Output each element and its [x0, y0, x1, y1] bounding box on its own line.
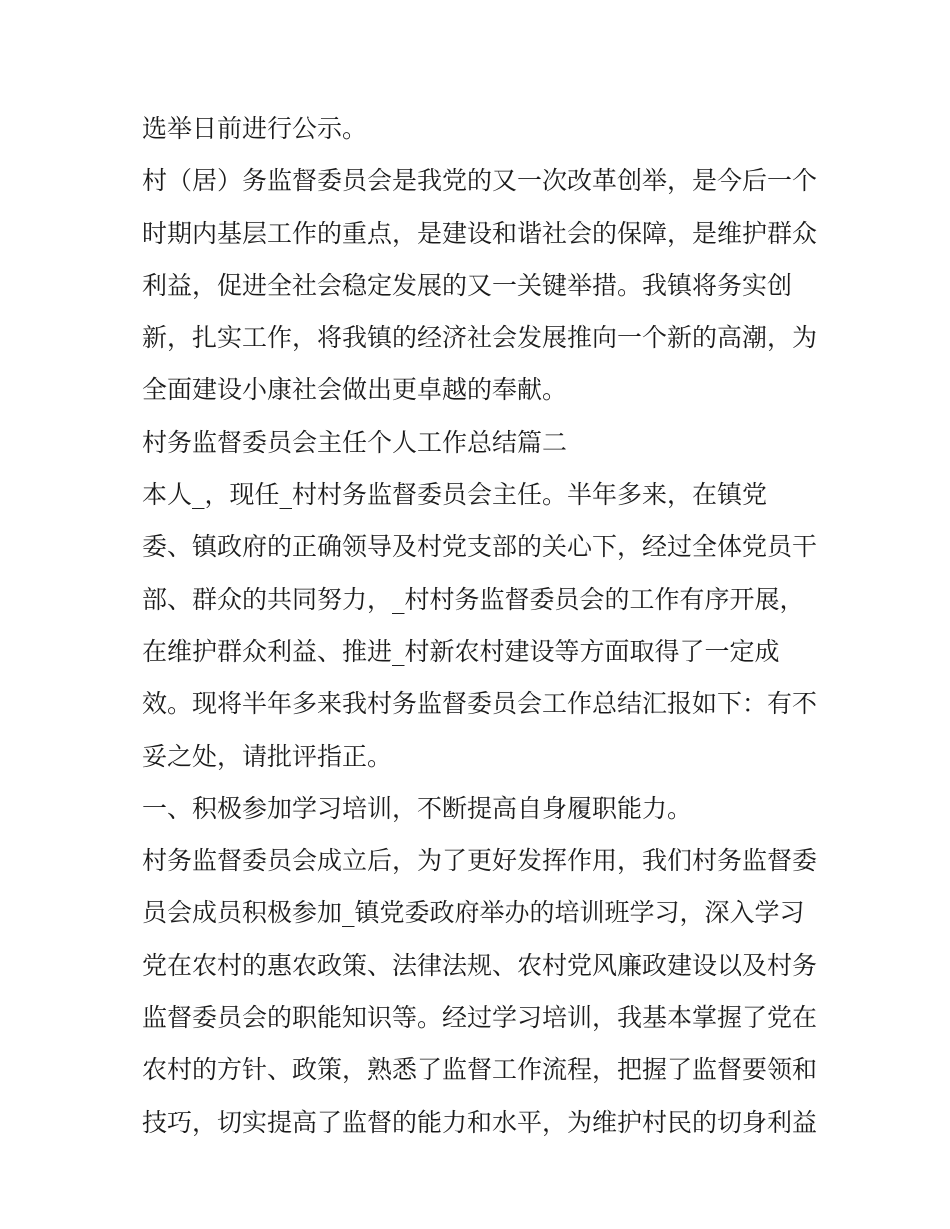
text-line: 委、镇政府的正确领导及村党支部的关心下，经过全体党员干	[142, 532, 818, 562]
text-line: 选举日前进行公示。	[142, 114, 368, 143]
text-line: 监督委员会的职能知识等。经过学习培训，我基本掌握了党在	[142, 1003, 818, 1033]
text-line: 村务监督委员会成立后，为了更好发挥作用，我们村务监督委	[142, 846, 818, 876]
text-line: 本人_，现任_村村务监督委员会主任。半年多来，在镇党	[142, 480, 768, 510]
text-line: 技巧，切实提高了监督的能力和水平，为维护村民的切身利益	[142, 1107, 818, 1137]
text-line: 利益，促进全社会稳定发展的又一关键举措。我镇将务实创	[142, 270, 793, 300]
section-heading: 村务监督委员会主任个人工作总结篇二	[142, 427, 568, 457]
text-line: 员会成员积极参加_镇党委政府举办的培训班学习，深入学习	[142, 898, 805, 928]
text-line: 效。现将半年多来我村务监督委员会工作总结汇报如下：有不	[142, 689, 818, 719]
text-line: 妥之处，请批评指正。	[142, 741, 393, 771]
text-line: 时期内基层工作的重点，是建设和谐社会的保障，是维护群众	[142, 218, 818, 248]
text-line: 全面建设小康社会做出更卓越的奉献。	[142, 375, 568, 405]
text-line: 新，扎实工作，将我镇的经济社会发展推向一个新的高潮，为	[142, 323, 818, 353]
text-line: 部、群众的共同努力，_村村务监督委员会的工作有序开展，	[142, 584, 805, 614]
text-line: 在维护群众利益、推进_村新农村建设等方面取得了一定成	[142, 636, 780, 666]
subsection-heading: 一、积极参加学习培训，不断提高自身履职能力。	[142, 793, 693, 823]
document-body	[142, 103, 822, 1149]
text-line: 党在农村的惠农政策、法律法规、农村党风廉政建设以及村务	[142, 950, 818, 980]
text-line: 村（居）务监督委员会是我党的又一次改革创举，是今后一个	[142, 166, 818, 196]
text-line: 农村的方针、政策，熟悉了监督工作流程，把握了监督要领和	[142, 1055, 818, 1085]
